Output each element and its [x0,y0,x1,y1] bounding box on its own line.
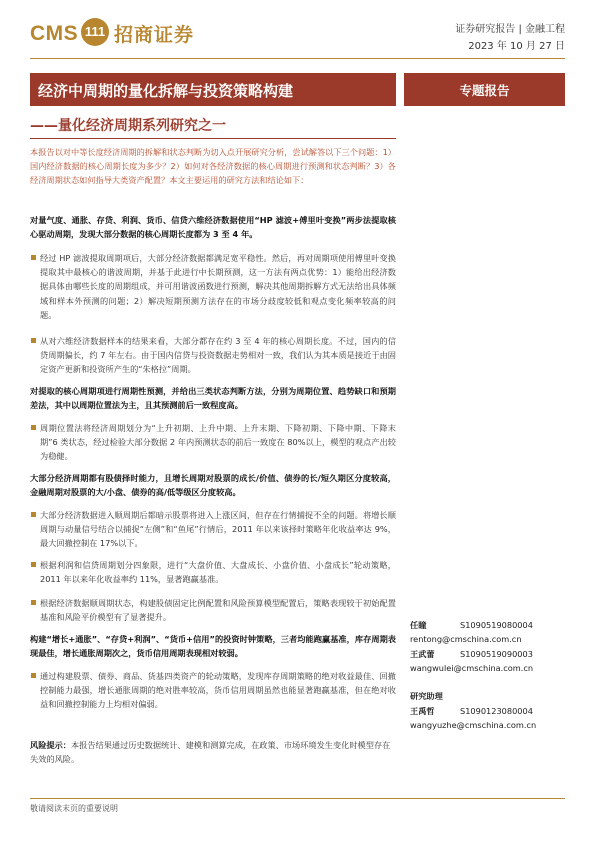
analyst-email[interactable]: wangwulei@cmschina.com.cn [410,663,534,673]
bullet-item [30,558,396,586]
bullet-square-icon [31,338,36,343]
assistant-heading: 研究助理 [410,691,443,701]
bullet-square-icon [31,673,36,678]
report-title: 经济中周期的量化拆解与投资策略构建 [38,82,294,100]
analyst-email[interactable]: rentong@cmschina.com.cn [410,634,522,644]
bullet-text: 周期位置法将经济周期划分为“上升初期、上升中期、上升末期、下降初期、下降中期、下降末期”6 类状态，经过检验大部分数据 2 年内预测状态的前后一致度在 80%以上，模型的观点产出较为稳健。 [40,423,396,462]
brand-logo-en: CMS [30,22,79,45]
assistant-name: 王禹哲 [410,706,435,716]
bullet-square-icon [31,255,36,260]
bullet-text: 根据经济数据顺周期状态，构建股债固定比例配置和风险预算模型配置后，策略表现较于初始配置基准和风险平价模型有了显著提升。 [40,598,396,623]
bullet-item [30,508,396,551]
section-heading: 大部分经济周期都有股债择时能力，且增长周期对股票的成长/价值、债券的长/短久期区分度较高，金融周期对股票的大/小盘、债券的高/低等级区分度较高。 [30,473,396,498]
assistant-email[interactable]: wangyuzhe@cmschina.com.cn [410,720,537,730]
analyst-name: 任瞳 [410,620,427,630]
footer-note: 敬请阅读末页的重要说明 [30,804,118,813]
bullet-item [30,421,396,464]
brand-logo-cn: 招商证券 [114,24,195,46]
section-heading: 对提取的核心周期项进行周期性预测，并给出三类状态判断方法，分别为周期位置、趋势缺口和预期差法，其中以周期位置法为主，且其预测前后一致程度高。 [30,386,396,411]
bullet-item [30,251,396,322]
report-date: 2023 年 10 月 27 日 [468,41,565,52]
analyst-license: S1090519090003 [460,649,533,659]
bullet-text: 经过 HP 滤波提取周期项后，大部分经济数据都满足宽平稳性。然后，再对周期项使用傅里叶变换提取其中最核心的谐波周期，并基于此进行中长期预测，这一方法有两点优势：1）能给出经济数据具体由哪些长度的周期组成，并可用谐波函数进行预测，解决其他周期拆解方式无法给出具体频域和样本外预测的问题；2）解决短期预测方法存在的市场分歧度较低和观点变化频率较高的问题。 [40,253,396,320]
bullet-text: 通过构建股票、债券、商品、货基四类资产的轮动策略，发现库存周期策略的绝对收益最佳、回撤控制能力最强，增长通胀周期的绝对胜率较高，货币信用周期虽然也能显著跑赢基准，但在绝对收益和回撤控制能力上均相对偏弱。 [40,671,396,710]
bullet-square-icon [31,512,36,517]
bullet-item [30,596,396,624]
bullet-text: 从对六维经济数据样本的结果来看，大部分都存在约 3 至 4 年的核心周期长度。不过，国内的信贷周期偏长，约 7 年左右。由于国内信贷与投资数据走势相对一致，我们认为其本质是接近于由固定资产更新和投资所产生的“朱格拉”周期。 [40,336,396,375]
risk-warning [30,738,396,766]
bullet-text: 大部分经济数据进入顺周期后都暗示股票将进入上涨区间，但存在行情捕捉不全的问题。将增长顺周期与动量信号结合以捕捉“左侧”和“鱼尾”行情后，2011 年以来该择时策略年化收益率达 9%，最大回撤控制在 17%以下。 [40,510,396,549]
risk-text: 本报告结果通过历史数据统计、建模和测算完成，在政策、市场环境发生变化时模型存在失效的风险。 [30,740,391,765]
analyst-name: 王武蕾 [410,649,435,659]
bullet-square-icon [31,600,36,605]
side-tag: 专题报告 [459,83,510,98]
bullet-text: 根据利润和信贷周期划分四象限，进行“大盘价值、大盘成长、小盘价值、小盘成长”轮动策略，2011 年以来年化收益率约 11%，显著跑赢基准。 [40,560,396,585]
bullet-item [30,669,396,712]
header-divider [30,58,565,59]
report-type: 证券研究报告 | 金融工程 [455,24,565,35]
section-heading: 对量气度、通胀、存贷、利润、货币、信贷六维经济数据使用“HP 滤波+傅里叶变换”两步法提取核心驱动周期，发现大部分数据的核心周期长度都为 3 至 4 年。 [30,215,396,240]
subtitle-divider [30,138,396,139]
bullet-item [30,334,396,377]
intro-paragraph: 本报告以对中等长度经济周期的拆解和状态判断为切入点开展研究分析，尝试解答以下三个问题：1）国内经济数据的核心周期长度为多少？2）如何对各经济数据的核心周期进行预测和状态判断？3）各经济周期状态如何指导大类资产配置？本文主要运用的研究方法和结论如下： [30,147,396,186]
risk-label: 风险提示： [30,740,71,750]
footer-divider [30,798,565,799]
section-heading: 构建“增长+通胀”、“存贷+利润”、“货币+信用”的投资时钟策略，三者均能跑赢基准，库存周期表现最佳，增长通胀周期次之，货币信用周期表现相对较弱。 [30,634,396,659]
assistant-license: S1090123080004 [460,706,533,716]
bullet-square-icon [31,562,36,567]
analyst-license: S1090519080004 [460,620,533,630]
bullet-square-icon [31,425,36,430]
brand-logo-badge: 111 [81,18,109,46]
report-subtitle: ——量化经济周期系列研究之一 [30,118,226,134]
